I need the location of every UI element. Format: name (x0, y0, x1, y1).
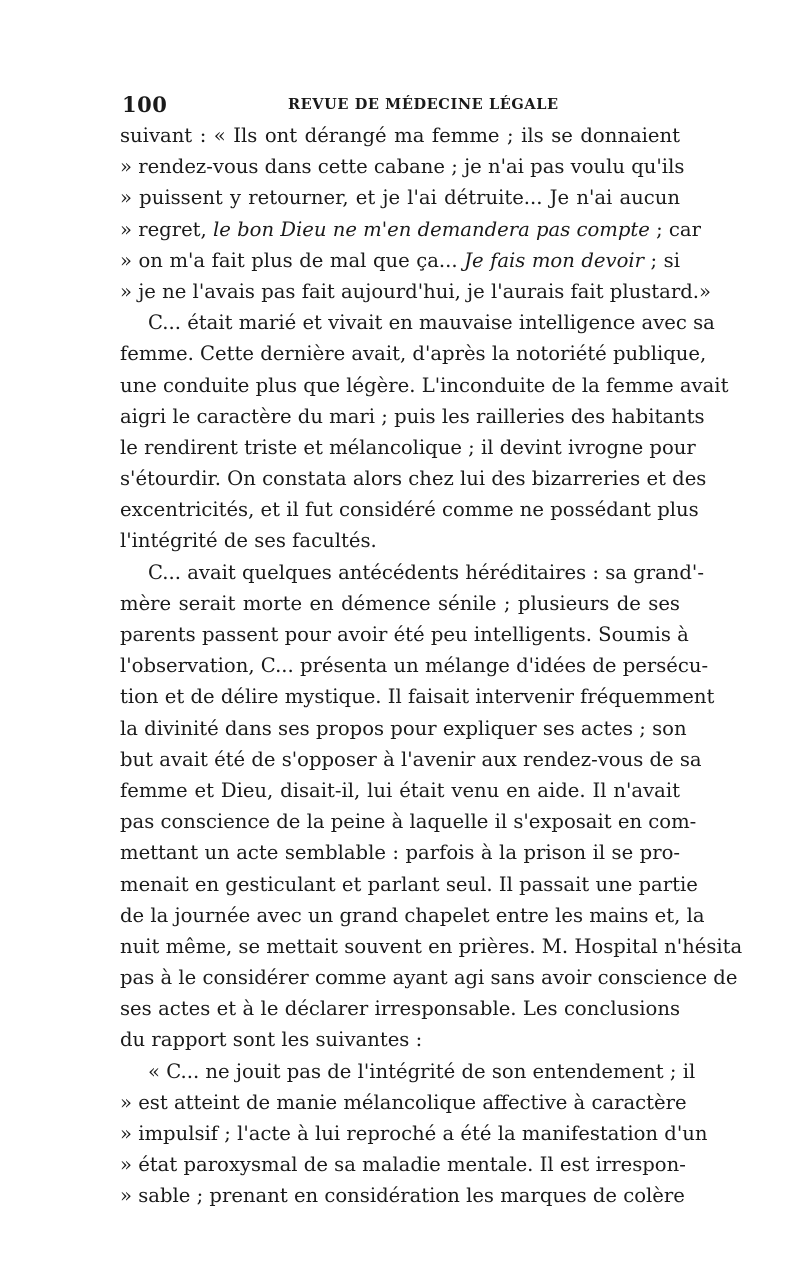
book-page (120, 86, 743, 1212)
text-line: » sable ; prenant en considération les marques de colère (120, 1184, 685, 1208)
text-segment: ; car (649, 217, 701, 241)
italic-text-segment: le bon Dieu ne m'en demandera pas compte (213, 217, 650, 241)
text-line: s'étourdir. On constata alors chez lui des bizarreries et des (120, 467, 707, 491)
text-line: l'observation, C... présenta un mélange d'idées de persécu- (120, 654, 709, 678)
page-number: 100 (122, 92, 168, 117)
text-line: ses actes et à le déclarer irresponsable. Les conclusions (120, 997, 680, 1021)
text-line: » puissent y retourner, et je l'ai détruite... Je n'ai aucun (120, 186, 680, 210)
text-line: du rapport sont les suivantes : (120, 1028, 423, 1052)
text-line: mère serait morte en démence sénile ; plusieurs de ses (120, 591, 680, 615)
text-line: pas à le considérer comme ayant agi sans avoir conscience de (120, 966, 738, 990)
text-line: « C... ne jouit pas de l'intégrité de son entendement ; il (148, 1059, 696, 1083)
text-segment: ; si (644, 248, 680, 272)
text-line: mettant un acte semblable : parfois à la prison il se pro- (120, 841, 680, 865)
text-line: aigri le caractère du mari ; puis les railleries des habitants (120, 404, 705, 428)
text-line: menait en gesticulant et parlant seul. Il passait une partie (120, 872, 698, 896)
text-line: excentricités, et il fut considéré comme ne possédant plus (120, 498, 699, 522)
text-line: C... était marié et vivait en mauvaise intelligence avec sa (148, 311, 715, 335)
text-line: femme. Cette dernière avait, d'après la notoriété publique, (120, 342, 707, 366)
text-line: pas conscience de la peine à laquelle il s'exposait en com- (120, 810, 697, 834)
text-line: parents passent pour avoir été peu intelligents. Soumis à (120, 623, 689, 646)
text-line: tion et de délire mystique. Il faisait intervenir fréquemment (120, 685, 715, 709)
text-segment: » on m'a fait plus de mal que ça... (120, 248, 465, 272)
text-line: » est atteint de manie mélancolique affective à caractère (120, 1090, 687, 1114)
text-line: le rendirent triste et mélancolique ; il devint ivrogne pour (120, 435, 696, 459)
body-text (120, 120, 743, 1212)
text-line: » je ne l'avais pas fait aujourd'hui, je l'aurais fait plustard.» (120, 279, 711, 303)
text-line: la divinité dans ses propos pour expliquer ses actes ; son (120, 716, 687, 740)
text-line: C... avait quelques antécédents héréditaires : sa grand'- (148, 560, 704, 584)
text-line (120, 214, 701, 245)
text-line: but avait été de s'opposer à l'avenir aux rendez-vous de sa (120, 747, 702, 771)
text-line: » rendez-vous dans cette cabane ; je n'ai pas voulu qu'ils (120, 155, 685, 179)
text-line: l'intégrité de ses facultés. (120, 529, 377, 553)
text-line: femme et Dieu, disait-il, lui était venu en aide. Il n'avait (120, 778, 680, 802)
text-line (120, 245, 680, 276)
text-line: suivant : « Ils ont dérangé ma femme ; ils se donnaient (120, 124, 680, 147)
italic-text-segment: Je fais mon devoir (464, 248, 645, 272)
text-segment: » regret, (120, 217, 214, 241)
text-line: nuit même, se mettait souvent en prières. M. Hospital n'hésita (120, 934, 743, 958)
running-head (120, 86, 680, 120)
text-line: » impulsif ; l'acte à lui reproché a été la manifestation d'un (120, 1122, 708, 1145)
text-line: » état paroxysmal de sa maladie mentale. Il est irrespon- (120, 1153, 686, 1177)
text-line: une conduite plus que légère. L'inconduite de la femme avait (120, 373, 729, 397)
text-line: de la journée avec un grand chapelet entre les mains et, la (120, 903, 705, 927)
journal-title: REVUE DE MÉDECINE LÉGALE (288, 96, 559, 113)
